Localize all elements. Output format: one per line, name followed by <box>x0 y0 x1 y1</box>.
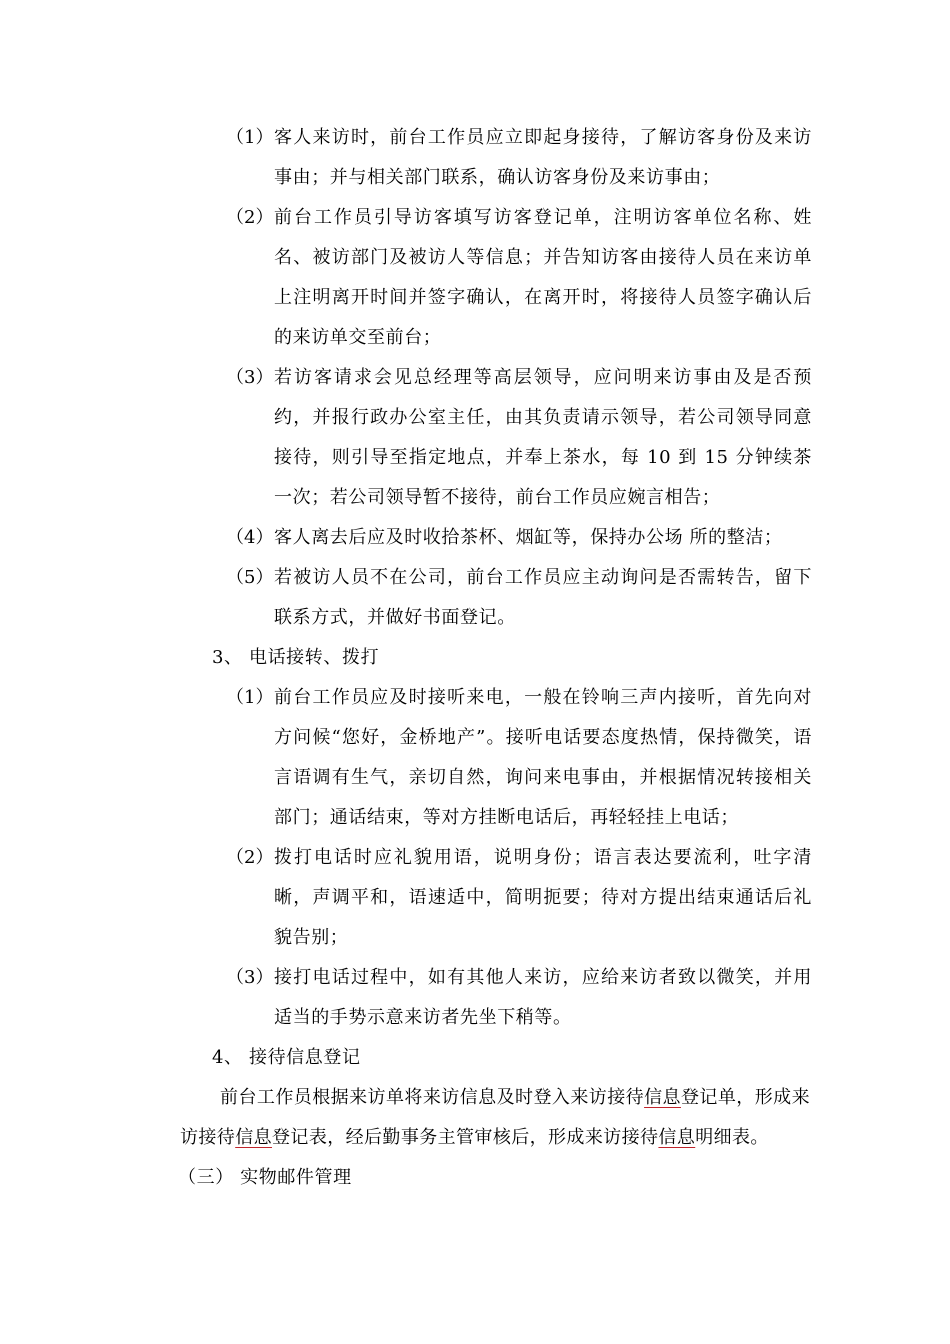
phone-item-1 <box>226 678 816 838</box>
registration-paragraph <box>180 1078 810 1158</box>
item-number: （5） <box>226 567 274 588</box>
item-number: （2） <box>226 207 274 228</box>
item-number: （1） <box>226 127 274 148</box>
item-text: 前台工作员应及时接听来电，一般在铃响三声内接听，首先向对方问候“您好，金桥地产”。接听电话要态度热情，保持微笑，语言语调有生气，亲切自然，询问来电事由，并根据情况转接相关部门；通话结束，等对方挂断电话后，再轻轻挂上电话； <box>274 687 812 828</box>
marked-text: 信息 <box>658 1127 696 1148</box>
item-number: （1） <box>226 687 274 708</box>
item-text: 客人离去后应及时收拾茶杯、烟缸等，保持办公场 所的整洁； <box>274 527 783 548</box>
item-text: 客人来访时，前台工作员应立即起身接待，了解访客身份及来访事由；并与相关部门联系，确认访客身份及来访事由； <box>274 127 812 188</box>
item-text: 拨打电话时应礼貌用语，说明身份；语言表达要流利，吐字清晰，声调平和，语速适中，简明扼要；待对方提出结束通话后礼貌告别； <box>274 847 812 948</box>
text-run: 登记表，经后勤事务主管审核后，形成来访接待 <box>272 1127 659 1148</box>
registration-heading: 4、 接待信息登记 <box>212 1047 361 1068</box>
marked-text: 信息 <box>644 1087 681 1108</box>
text-run: 前台工作员根据来访单将来访信息及时登入来访接待 <box>220 1087 645 1108</box>
phone-heading: 3、 电话接转、拨打 <box>212 647 380 668</box>
visitor-item-4 <box>226 518 816 558</box>
visitor-item-2 <box>226 198 816 358</box>
marked-text: 信息 <box>235 1127 273 1148</box>
item-number: （3） <box>226 367 274 388</box>
item-text: 若被访人员不在公司，前台工作员应主动询问是否需转告，留下联系方式，并做好书面登记。 <box>274 567 812 628</box>
text-run: 明细表。 <box>695 1127 769 1148</box>
text-run: 登记单，形成来访接待 <box>180 1087 810 1148</box>
visitor-item-1 <box>226 118 816 198</box>
item-number: （3） <box>226 967 274 988</box>
phone-item-2 <box>226 838 816 958</box>
item-text: 接打电话过程中，如有其他人来访，应给来访者致以微笑，并用适当的手势示意来访者先坐下稍等。 <box>274 967 812 1028</box>
item-number: （4） <box>226 527 274 548</box>
item-text: 若访客请求会见总经理等高层领导，应问明来访事由及是否预约，并报行政办公室主任，由其负责请示领导，若公司领导同意接待，则引导至指定地点，并奉上茶水，每 10 到 15 分钟续茶一次；若公司领导暂不接待，前台工作员应婉言相告； <box>274 367 812 508</box>
visitor-item-5 <box>226 558 816 638</box>
phone-item-3 <box>226 958 816 1038</box>
section-heading: （三） 实物邮件管理 <box>178 1167 352 1188</box>
item-number: （2） <box>226 847 274 868</box>
item-text: 前台工作员引导访客填写访客登记单，注明访客单位名称、姓名、被访部门及被访人等信息；并告知访客由接待人员在来访单上注明离开时间并签字确认，在离开时，将接待人员签字确认后的来访单交至前台； <box>274 207 812 348</box>
visitor-item-3 <box>226 358 816 518</box>
